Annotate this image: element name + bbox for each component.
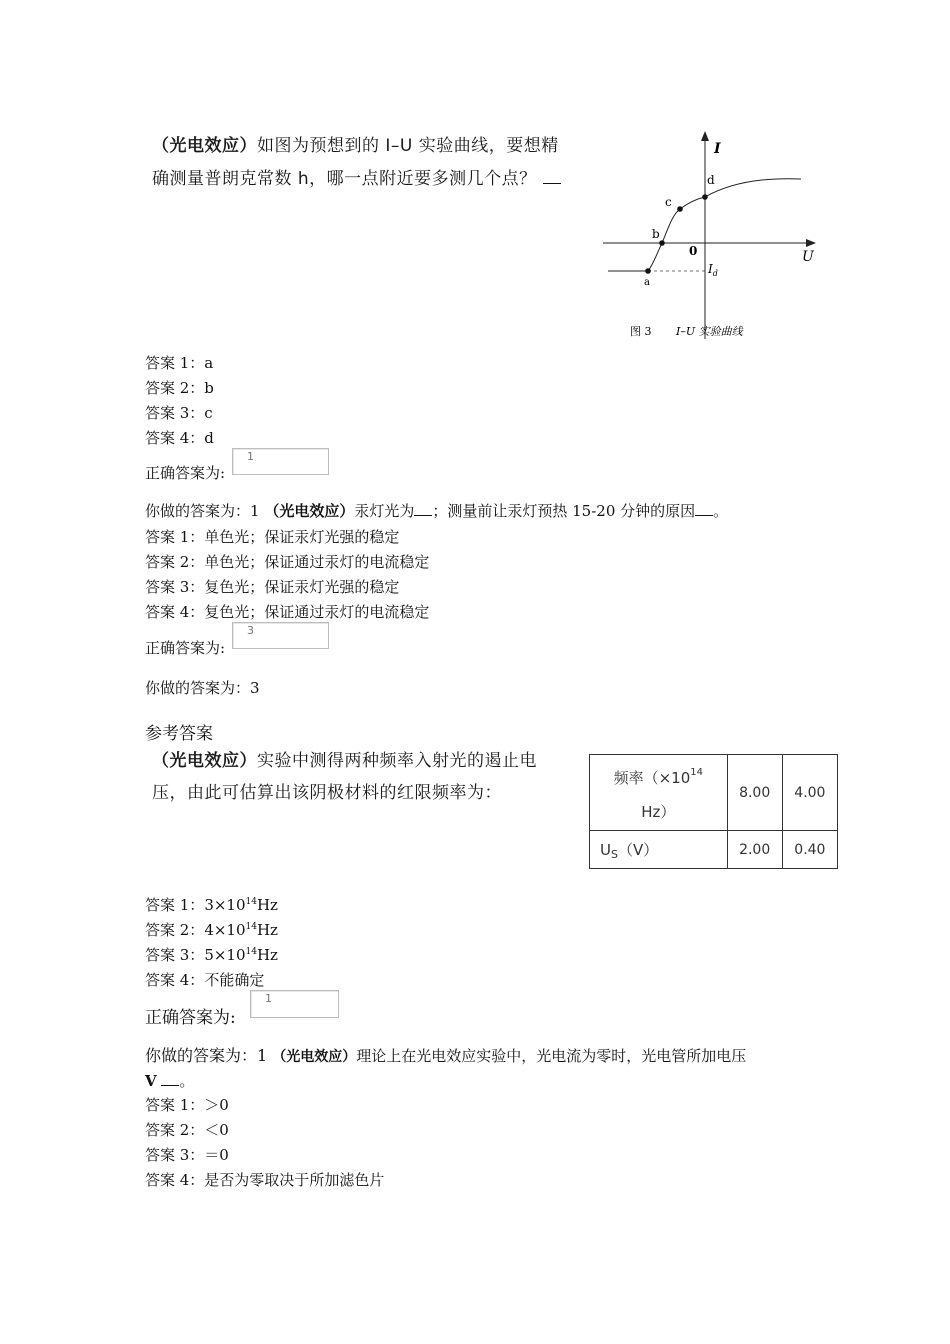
q3-answer-3-unit: Hz	[256, 946, 278, 964]
q2-correct-value: 3	[247, 624, 254, 637]
i-axis-arrow	[701, 131, 709, 141]
q2-answer-4: 答案 4：复色光；保证通过汞灯的电流稳定	[145, 603, 430, 621]
q4-line1	[145, 1043, 746, 1066]
q3-answer-4-value: 不能确定	[204, 971, 265, 989]
q3-answer-1	[145, 894, 278, 915]
label-c: c	[665, 195, 672, 209]
q4-line2-end: 。	[179, 1072, 195, 1090]
freq-value-1: 8.00	[727, 755, 782, 831]
us-value-1: 2.00	[727, 831, 782, 869]
axis-u-label: U	[802, 249, 814, 265]
q4-prefix: （光电效应）	[272, 1049, 357, 1065]
label-a: a	[644, 277, 650, 288]
q1-correct-answer-field[interactable]	[232, 448, 329, 475]
freq-value-2: 4.00	[782, 755, 837, 831]
q2-you-answer: 你做的答案为：3	[145, 679, 260, 697]
us-unit: （V）	[617, 840, 659, 859]
freq-unit: Hz）	[641, 803, 676, 821]
q3-line2: 压，由此可估算出该阴极材料的红限频率为：	[152, 783, 502, 803]
q3-answer-1-label: 答案 1：	[145, 896, 205, 914]
freq-exp: 14	[690, 767, 703, 778]
freq-label: 频率（×10	[613, 769, 691, 787]
reference-answer-heading: 参考答案	[145, 724, 213, 744]
q3-correct-value: 1	[265, 992, 272, 1005]
q3-answer-2-value: 4×10	[204, 921, 246, 939]
q2-answer-2: 答案 2：单色光；保证通过汞灯的电流稳定	[145, 553, 430, 571]
q3-answer-1-exp: 14	[245, 897, 257, 907]
q1-line1	[152, 131, 559, 156]
origin-label: 0	[689, 244, 698, 258]
q1-blank	[543, 182, 561, 184]
q3-answer-4	[145, 969, 264, 990]
q3-correct-label: 正确答案为:	[145, 1008, 236, 1028]
q4-blank	[161, 1084, 179, 1086]
freq-header-cell	[590, 755, 728, 831]
q1-text1: 如图为预想到的 I–U 实验曲线，要想精	[257, 136, 559, 156]
us-sub: S	[610, 847, 618, 861]
point-c	[677, 206, 683, 212]
q1-correct-value: 1	[247, 450, 254, 463]
q4-line2	[145, 1070, 194, 1091]
id-label: $I_d$	[708, 262, 718, 278]
q1-correct-label: 正确答案为:	[145, 464, 226, 482]
q2-correct-answer-field[interactable]	[232, 622, 329, 649]
point-b	[659, 240, 665, 246]
us-label: U	[600, 840, 611, 859]
axis-i-label: I	[714, 141, 721, 157]
q3-answer-3-exp: 14	[245, 947, 257, 957]
q2-blank-2	[695, 514, 713, 516]
q3-answer-2-label: 答案 2：	[145, 921, 205, 939]
q3-answer-2-unit: Hz	[256, 921, 278, 939]
q2-prefix: （光电效应）	[264, 502, 355, 520]
q1-answer-1: 答案 1：a	[145, 354, 214, 372]
q2-line	[145, 500, 728, 521]
q3-answer-4-label: 答案 4：	[145, 971, 205, 989]
q3-answer-3-value: 5×10	[204, 946, 246, 964]
q3-answer-2-exp: 14	[245, 922, 257, 932]
q3-answer-2	[145, 919, 278, 940]
q4-answer-4: 答案 4：是否为零取决于所加滤色片	[145, 1171, 385, 1189]
q2-you-label: 你做的答案为：1	[145, 502, 260, 520]
q2-answer-3: 答案 3：复色光；保证汞灯光强的稳定	[145, 578, 400, 596]
q1-answer-2: 答案 2：b	[145, 379, 214, 397]
q3-answer-3-label: 答案 3：	[145, 946, 205, 964]
figure-caption-num: 图 3	[630, 325, 652, 338]
q4-line2-v: V	[145, 1072, 157, 1090]
iu-curve-figure	[596, 125, 826, 345]
q4-answer-2: 答案 2：＜0	[145, 1121, 229, 1139]
q3-line1	[152, 746, 537, 771]
q3-answer-1-unit: Hz	[256, 896, 278, 914]
q2-text-end: 。	[713, 502, 729, 520]
q2-blank-1	[414, 514, 432, 516]
q1-text2: 确测量普朗克常数 h，哪一点附近要多测几个点？	[152, 169, 537, 189]
q4-answer-3: 答案 3：＝0	[145, 1146, 229, 1164]
point-d	[702, 194, 708, 200]
us-value-2: 0.40	[782, 831, 837, 869]
q3-text1: 实验中测得两种频率入射光的遏止电	[257, 751, 537, 771]
q1-line2	[152, 164, 561, 189]
point-a	[645, 268, 651, 274]
q2-answer-1: 答案 1：单色光；保证汞灯光强的稳定	[145, 528, 400, 546]
q4-text: 理论上在光电效应实验中，光电流为零时，光电管所加电压	[356, 1047, 747, 1065]
q1-answer-4: 答案 4：d	[145, 429, 214, 447]
q2-text-mid: ；测量前让汞灯预热 15-20 分钟的原因	[432, 502, 696, 520]
us-header-cell	[590, 831, 728, 869]
frequency-voltage-table	[589, 754, 838, 869]
figure-caption-text: I–U 实验曲线	[676, 325, 743, 338]
q3-correct-answer-field[interactable]	[250, 990, 339, 1018]
q1-answer-3: 答案 3：c	[145, 404, 213, 422]
u-axis-arrow	[806, 239, 816, 247]
q1-prefix: （光电效应）	[152, 136, 257, 156]
q2-text: 汞灯光为	[354, 502, 415, 520]
q2-correct-label: 正确答案为:	[145, 639, 226, 657]
label-d: d	[707, 173, 715, 187]
label-b: b	[652, 227, 660, 241]
q3-answer-1-value: 3×10	[204, 896, 246, 914]
q4-you-label: 你做的答案为：1	[145, 1046, 268, 1065]
q3-answer-3	[145, 944, 278, 965]
q4-answer-1: 答案 1：＞0	[145, 1096, 229, 1114]
q3-prefix: （光电效应）	[152, 751, 257, 771]
